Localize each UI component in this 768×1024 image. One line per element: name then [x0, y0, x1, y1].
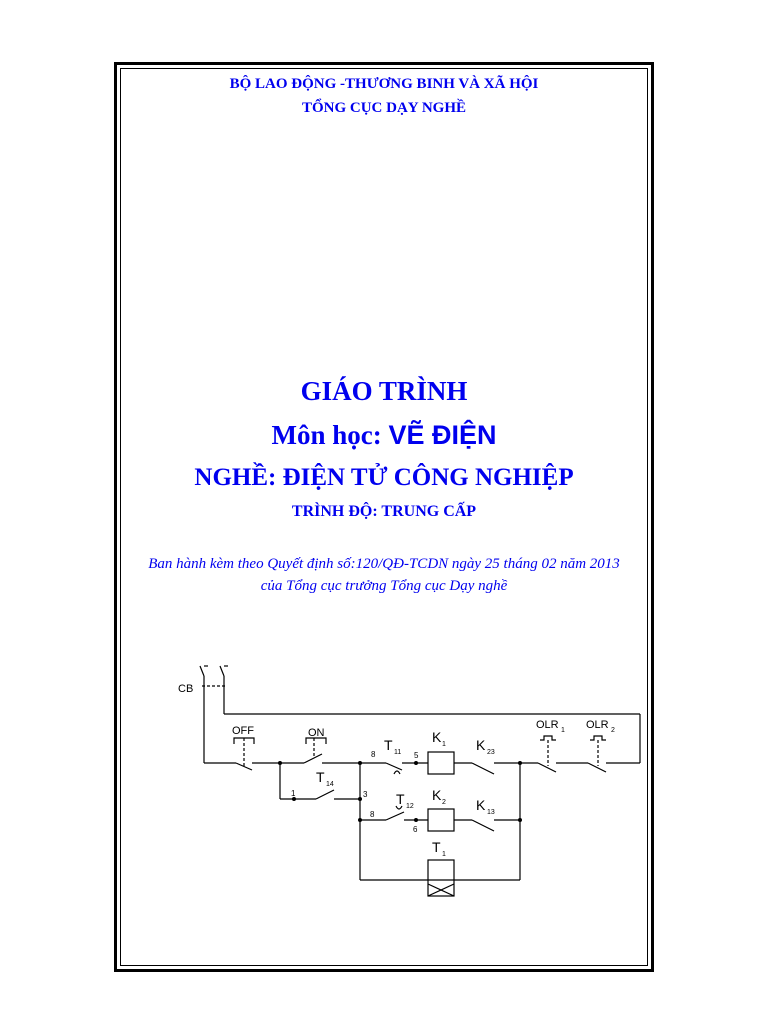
- node-8a-label: 8: [371, 750, 376, 759]
- decision-line-1: Ban hành kèm theo Quyết định số:120/QĐ-TCDN ngày 25 tháng 02 năm 2013: [148, 556, 620, 572]
- olr2-symbol: [590, 736, 606, 740]
- junction-node-3: [358, 797, 362, 801]
- node-5-label: 5: [414, 751, 419, 760]
- k13-sub: 13: [487, 809, 495, 816]
- k23-sub: 23: [487, 749, 495, 756]
- decision-line-2: của Tổng cục trưởng Tổng cục Dạy nghề: [260, 578, 508, 594]
- junction-node-5: [414, 761, 418, 765]
- olr1-contact: [538, 763, 556, 772]
- t11-sub: 11: [394, 749, 402, 756]
- olr1-label: OLR: [536, 719, 559, 731]
- doc-type-title: GIÁO TRÌNH: [300, 376, 468, 406]
- cb-contact-1: [200, 666, 204, 676]
- cb-label: CB: [178, 683, 194, 695]
- t14-sub: 14: [326, 781, 334, 788]
- k2-sub: 2: [442, 799, 446, 806]
- k2-label: K: [432, 787, 442, 803]
- t14-label: T: [316, 769, 325, 785]
- t11-label: T: [384, 737, 393, 753]
- level-title: TRÌNH ĐỘ: TRUNG CẤP: [291, 503, 477, 520]
- k1-label: K: [432, 729, 442, 745]
- junction-node-a: [278, 761, 282, 765]
- subject-name: VẼ ĐIỆN: [388, 420, 497, 450]
- k23-contact: [472, 763, 494, 774]
- junction-k23-right: [518, 761, 522, 765]
- olr1-symbol: [540, 736, 556, 740]
- profession-title: NGHỀ: ĐIỆN TỬ CÔNG NGHIỆP: [194, 464, 574, 491]
- department-name: TỔNG CỤC DẠY NGHỀ: [301, 100, 467, 116]
- k1-sub: 1: [442, 741, 446, 748]
- t1-label: T: [432, 839, 441, 855]
- node-8b-label: 8: [370, 810, 375, 819]
- t12-sub: 12: [406, 803, 414, 810]
- subject-prefix: Môn học:: [271, 420, 389, 450]
- k13-contact: [472, 820, 494, 831]
- t12-contact: [386, 812, 404, 820]
- olr2-label: OLR: [586, 719, 609, 731]
- junction-node-6: [414, 818, 418, 822]
- k23-label: K: [476, 737, 486, 753]
- junction-node-8b: [358, 818, 362, 822]
- t1-sub: 1: [442, 851, 446, 858]
- node-1-label: 1: [291, 789, 296, 798]
- k13-label: K: [476, 797, 486, 813]
- k2-coil: [428, 809, 454, 831]
- ministry-name: BỘ LAO ĐỘNG -THƯƠNG BINH VÀ XÃ HỘI: [229, 76, 539, 92]
- on-label: ON: [308, 727, 325, 739]
- k1-coil: [428, 752, 454, 774]
- junction-k13-right: [518, 818, 522, 822]
- olr2-sub: 2: [611, 727, 615, 734]
- t12-label: T: [396, 791, 405, 807]
- on-contact: [304, 754, 322, 763]
- t11-timer-mark: [394, 771, 400, 774]
- t14-contact: [316, 790, 334, 799]
- off-label: OFF: [232, 725, 254, 737]
- node-6-label: 6: [413, 825, 418, 834]
- t11-contact: [386, 763, 402, 770]
- olr1-sub: 1: [561, 727, 565, 734]
- junction-node-8a: [358, 761, 362, 765]
- node-3-label: 3: [363, 790, 368, 799]
- olr2-contact: [588, 763, 606, 772]
- cb-contact-2: [220, 666, 224, 676]
